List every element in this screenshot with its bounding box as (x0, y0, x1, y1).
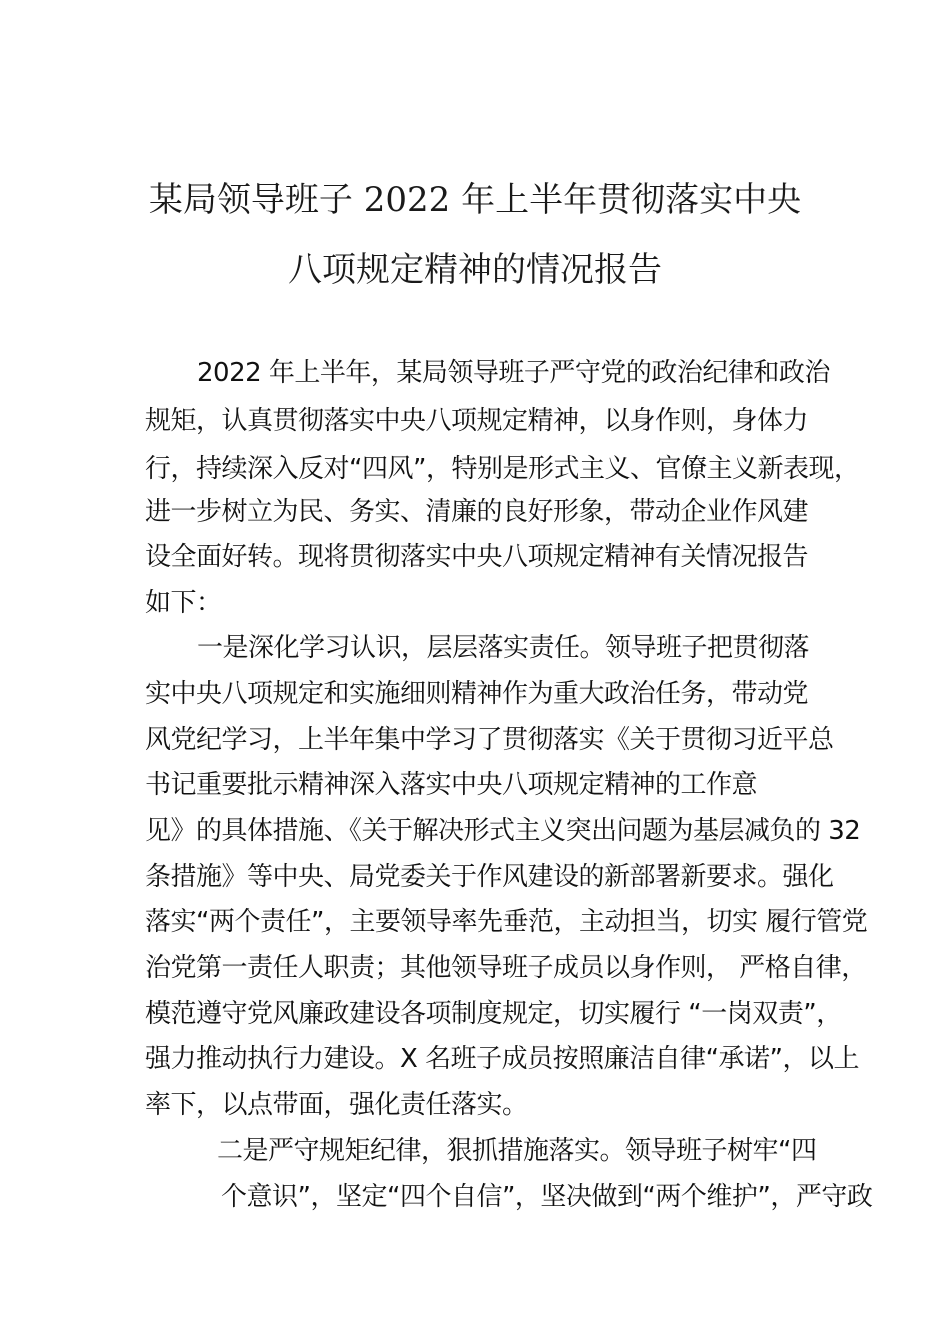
paragraph-line: 率下，以点带面，强化责任落实。 (145, 1090, 528, 1120)
paragraph-line: 见》的具体措施、《关于解决形式主义突出问题为基层减负的 32 (145, 816, 861, 846)
paragraph-line: 条措施》等中央、局党委关于作风建设的新部署新要求。强化 (145, 862, 834, 892)
paragraph-line: 落实“两个责任”，主要领导率先垂范，主动担当，切实 履行管党 (145, 907, 868, 937)
paragraph-line: 如下： (145, 588, 222, 618)
paragraph-line: 2022 年上半年，某局领导班子严守党的政治纪律和政治 (197, 358, 830, 388)
document-title-line-2: 八项规定精神的情况报告 (288, 250, 662, 290)
paragraph-line: 一是深化学习认识，层层落实责任。领导班子把贯彻落 (197, 633, 810, 663)
paragraph-line: 实中央八项规定和实施细则精神作为重大政治任务，带动党 (145, 679, 809, 709)
paragraph-line: 设全面好转。现将贯彻落实中央八项规定精神有关情况报告 (145, 542, 809, 572)
paragraph-line: 书记重要批示精神深入落实中央八项规定精神的工作意 (145, 770, 758, 800)
paragraph-line: 强力推动执行力建设。X 名班子成员按照廉洁自律“承诺”，以上 (145, 1044, 860, 1074)
paragraph-line: 个意识”，坚定“四个自信”，坚决做到“两个维护”，严守政 (221, 1182, 873, 1212)
document-title-line-1: 某局领导班子 2022 年上半年贯彻落实中央 (148, 180, 802, 220)
paragraph-line: 二是严守规矩纪律，狠抓措施落实。领导班子树牢“四 (217, 1136, 817, 1166)
paragraph-line: 治党第一责任人职责；其他领导班子成员以身作则， 严格自律， (145, 953, 867, 983)
paragraph-line: 规矩，认真贯彻落实中央八项规定精神，以身作则，身体力 (145, 406, 809, 436)
paragraph-line: 行，持续深入反对“四风”，特别是形式主义、官僚主义新表现， (145, 454, 860, 484)
paragraph-line: 进一步树立为民、务实、清廉的良好形象，带动企业作风建 (145, 497, 809, 527)
paragraph-line: 模范遵守党风廉政建设各项制度规定，切实履行 “一岗双责”， (145, 999, 842, 1029)
paragraph-line: 风党纪学习，上半年集中学习了贯彻落实《关于贯彻习近平总 (145, 725, 834, 755)
